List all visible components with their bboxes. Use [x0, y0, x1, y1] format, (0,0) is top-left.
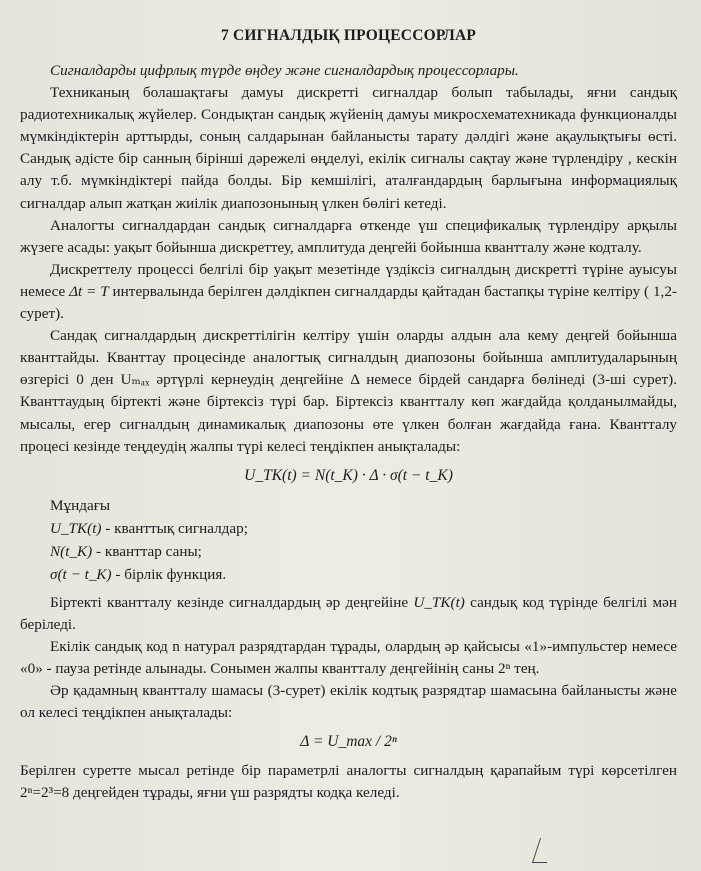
paragraph-3-text-a: Дискреттелу процессі белгілі бір уақыт мезетінде үздіксіз сигналдың дискретті түріне ауысуы немесе [20, 260, 677, 300]
paragraph-8: Берілген суретте мысал ретінде бір параметрлі аналогты сигналдың қарапайым түрі көрсетілген 2ⁿ=2³=8 деңгейден тұрады, яғни үш разрядты кодқа келеді. [20, 762, 677, 802]
pen-mark [532, 838, 555, 863]
inline-formula-delta-t: Δt = T [69, 282, 109, 300]
paragraph-1: Техниканың болашақтағы дамуы дискретті сигналдар болып табылады, яғни сандық радиотехникалық жүйелер. Сондықтан сандық жүйенің дамуы микросхематехникада функционалды мүмкіндіктерін арттырды, соның салдарынан байланысты тарату дәлдігі және ақаулықтығы өсті. Сандық әдісте бір санның бірінші дәрежелі өңделуі, екілік сигналы сақтау және түрлендіру , кескін алу т.б. мүмкіндіктері пайда болды. Бір кемшілігі, аталғандардың барлығына информациялық сигналдар алып жатқан жиілік диапозонының үлкен бөлігі кетеді. [20, 84, 677, 212]
legend-item [50, 563, 677, 586]
legend-description: - кванттық сигналдар; [105, 519, 248, 537]
paragraph-6: Екілік сандық код n натурал разрядтардан тұрады, олардың әр қайсысы «1»-импульстер немесе «0» - пауза ретінде алынады. Сонымен жалпы квантталу деңгейінің саны 2ⁿ тең. [20, 637, 677, 677]
paragraph-5-text-a: Біртекті квантталу кезінде сигналдардың әр деңгейіне [50, 593, 409, 611]
paragraph-3-text-b: интервалында берілген дәлдікпен сигналдарды қайтадан бастапқы түріне келтіру ( 1,2- сурет). [20, 282, 677, 323]
step-formula: Δ = U_max / 2ⁿ [300, 733, 397, 751]
legend-item [50, 517, 677, 540]
legend-description: - бірлік функция. [115, 565, 227, 583]
section-subtitle: Сигналдарды цифрлық түрде өңдеу және сигналдардық процессорлары. [50, 62, 519, 79]
where-label: Мұндағы [50, 496, 111, 514]
legend-description: - кванттар саны; [96, 542, 202, 560]
page-title: 7 СИГНАЛДЫҚ ПРОЦЕССОРЛАР [220, 27, 477, 44]
legend-symbol: U_TK(t) [50, 519, 102, 537]
paragraph-4: Сандақ сигналдардың дискреттілігін келтіру үшін оларды алдын ала кему деңгей бойынша кванттайды. Кванттау процесінде аналогтық сигналдың диапозоны бойынша амплитудаларының өзгерісі 0 ден Uₘₐₓ әртүрлі кернеудің деңгейіне Δ немесе бірдей сандарға бөлінеді (3-ші сурет). Кванттаудың біртекті және біртексіз түрі бар. Біртексіз квантталу көп жағдайда қолданылмайды, мысалы, егер сигналдың динамикалық диапозоны өте үлкен болған жағдайда ғана. Квантталу процесі кезінде теңдеудің жалпы түрі келесі теңдікпен анықталады: [20, 327, 677, 455]
paragraph-3 [20, 259, 677, 325]
legend-symbol: σ(t − t_K) [50, 565, 112, 583]
paragraph-5-text-b: сандық код түрінде белгілі мән беріледі. [20, 593, 678, 633]
legend-item [50, 540, 677, 563]
inline-formula-utk: U_TK(t) [413, 593, 465, 611]
paragraph-2: Аналогты сигналдардан сандық сигналдарға өткенде үш спецификалық түрлендіру арқылы жүзеге асады: уақыт бойынша дискреттеу, амплитуда деңгейі бойынша квантталу және кодталу. [20, 216, 677, 256]
paragraph-5 [20, 592, 677, 636]
variable-legend [50, 494, 677, 586]
legend-symbol: N(t_K) [50, 542, 93, 560]
quantization-formula: U_TK(t) = N(t_K) · Δ · σ(t − t_K) [244, 466, 453, 484]
paragraph-7: Әр қадамның квантталу шамасы (3-сурет) екілік кодтық разрядтар шамасына байланысты және ол келесі теңдікпен анықталады: [20, 682, 677, 722]
